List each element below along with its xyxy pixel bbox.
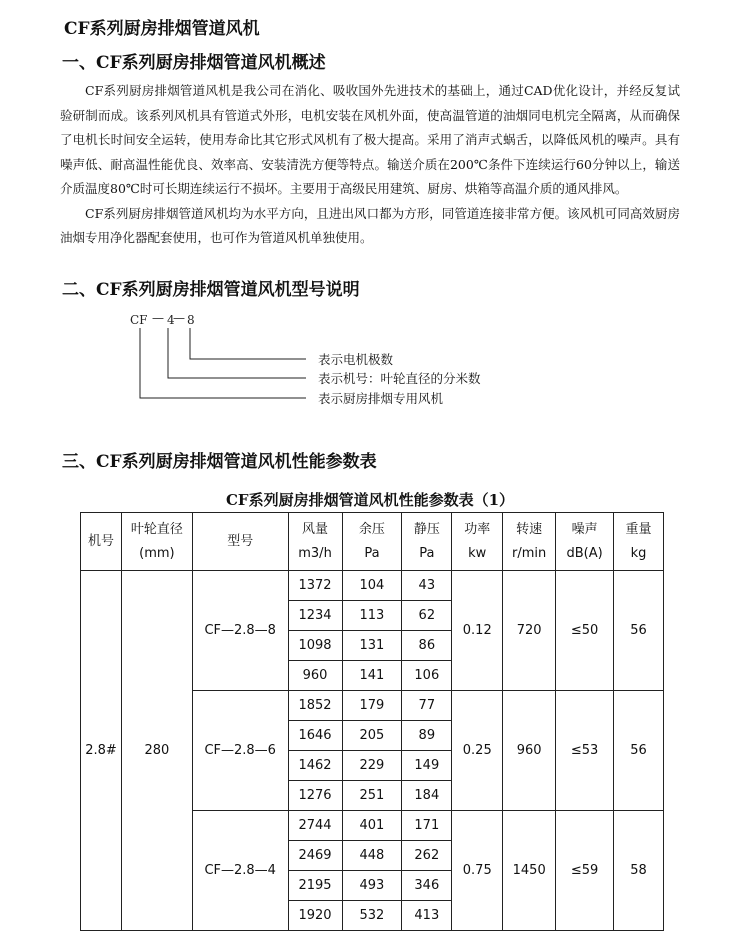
header-power: 功率 kw (452, 513, 503, 571)
static-pressure-cell: 43 (402, 571, 452, 601)
static-pressure-cell: 413 (402, 901, 452, 931)
airflow-cell: 1372 (288, 571, 342, 601)
speed-cell: 720 (503, 571, 556, 691)
label-kitchen-fan: 表示厨房排烟专用风机 (318, 391, 444, 406)
static-pressure-cell: 262 (402, 841, 452, 871)
speed-cell: 1450 (503, 811, 556, 931)
label-motor-poles: 表示电机极数 (318, 352, 394, 367)
label-machine-number: 表示机号：叶轮直径的分米数 (318, 371, 481, 386)
airflow-cell: 1276 (288, 781, 342, 811)
airflow-cell: 1920 (288, 901, 342, 931)
connector-poles (190, 328, 306, 359)
header-weight: 重量 kg (614, 513, 664, 571)
residual-pressure-cell: 229 (342, 751, 402, 781)
machine-no-cell: 2.8# (81, 571, 122, 931)
static-pressure-cell: 106 (402, 661, 452, 691)
airflow-cell: 1646 (288, 721, 342, 751)
static-pressure-cell: 171 (402, 811, 452, 841)
residual-pressure-cell: 141 (342, 661, 402, 691)
residual-pressure-cell: 113 (342, 601, 402, 631)
section2-heading: 二、CF系列厨房排烟管道风机型号说明 (62, 280, 360, 300)
noise-cell: ≤50 (556, 571, 614, 691)
model-code-dash-1: — (152, 311, 164, 325)
airflow-cell: 1234 (288, 601, 342, 631)
residual-pressure-cell: 205 (342, 721, 402, 751)
residual-pressure-cell: 179 (342, 691, 402, 721)
section3-heading: 三、CF系列厨房排烟管道风机性能参数表 (62, 452, 377, 472)
section1-paragraph-2: CF系列厨房排烟管道风机均为水平方向，且进出风口都为方形，同管道连接非常方便。该风机可同高效厨房油烟专用净化器配套使用，也可作为管道风机单独使用。 (60, 205, 680, 245)
section1-body (60, 79, 680, 251)
airflow-cell: 2744 (288, 811, 342, 841)
section1-heading: 一、CF系列厨房排烟管道风机概述 (62, 53, 326, 73)
impeller-diameter-cell: 280 (121, 571, 192, 931)
residual-pressure-cell: 131 (342, 631, 402, 661)
header-machine-no: 机号 (81, 513, 122, 571)
static-pressure-cell: 184 (402, 781, 452, 811)
noise-cell: ≤59 (556, 811, 614, 931)
connector-cf (140, 328, 306, 398)
header-model: 型号 (192, 513, 288, 571)
static-pressure-cell: 149 (402, 751, 452, 781)
header-noise: 噪声 dB(A) (556, 513, 614, 571)
weight-cell: 56 (614, 691, 664, 811)
residual-pressure-cell: 251 (342, 781, 402, 811)
residual-pressure-cell: 104 (342, 571, 402, 601)
model-cell: CF—2.8—4 (192, 811, 288, 931)
power-cell: 0.75 (452, 811, 503, 931)
header-speed: 转速 r/min (503, 513, 556, 571)
header-static-pressure: 静压 Pa (402, 513, 452, 571)
model-code-part-cf: CF (130, 313, 148, 327)
airflow-cell: 2469 (288, 841, 342, 871)
table-header-row (81, 513, 664, 571)
model-code-part-number: 4 (167, 313, 175, 327)
static-pressure-cell: 346 (402, 871, 452, 901)
static-pressure-cell: 77 (402, 691, 452, 721)
header-airflow: 风量 m3/h (288, 513, 342, 571)
header-residual-pressure: 余压 Pa (342, 513, 402, 571)
document-title: CF系列厨房排烟管道风机 (64, 19, 260, 39)
airflow-cell: 1462 (288, 751, 342, 781)
performance-table (80, 512, 664, 931)
speed-cell: 960 (503, 691, 556, 811)
airflow-cell: 1098 (288, 631, 342, 661)
static-pressure-cell: 86 (402, 631, 452, 661)
residual-pressure-cell: 448 (342, 841, 402, 871)
header-impeller-diameter: 叶轮直径 (mm) (121, 513, 192, 571)
model-cell: CF—2.8—6 (192, 691, 288, 811)
connector-number (168, 328, 306, 378)
residual-pressure-cell: 493 (342, 871, 402, 901)
table-row (81, 571, 664, 601)
model-code-dash-2: — (173, 311, 185, 325)
table-caption: CF系列厨房排烟管道风机性能参数表（1） (225, 491, 515, 509)
weight-cell: 58 (614, 811, 664, 931)
model-code-diagram (0, 300, 740, 420)
model-cell: CF—2.8—8 (192, 571, 288, 691)
power-cell: 0.12 (452, 571, 503, 691)
static-pressure-cell: 89 (402, 721, 452, 751)
airflow-cell: 2195 (288, 871, 342, 901)
residual-pressure-cell: 401 (342, 811, 402, 841)
section1-paragraph-1: CF系列厨房排烟管道风机是我公司在消化、吸收国外先进技术的基础上，通过CAD优化设计，并经反复试验研制而成。该系列风机具有管道式外形，电机安装在风机外面，使高温管道的油烟同电机完全隔离，从而确保了电机长时间安全运转，使用寿命比其它形式风机有了极大提高。采用了消声式蜗舌，以降低风机的噪声。具有噪声低、耐高温性能优良、效率高、安装清洗方便等特点。输送介质在200℃条件下连续运行60分钟以上，输送介质温度80℃时可长期连续运行不损坏。主要用于高级民用建筑、厨房、烘箱等高温介质的通风排风。 (60, 83, 680, 196)
airflow-cell: 960 (288, 661, 342, 691)
residual-pressure-cell: 532 (342, 901, 402, 931)
power-cell: 0.25 (452, 691, 503, 811)
static-pressure-cell: 62 (402, 601, 452, 631)
model-code-part-poles: 8 (187, 313, 195, 327)
airflow-cell: 1852 (288, 691, 342, 721)
weight-cell: 56 (614, 571, 664, 691)
noise-cell: ≤53 (556, 691, 614, 811)
